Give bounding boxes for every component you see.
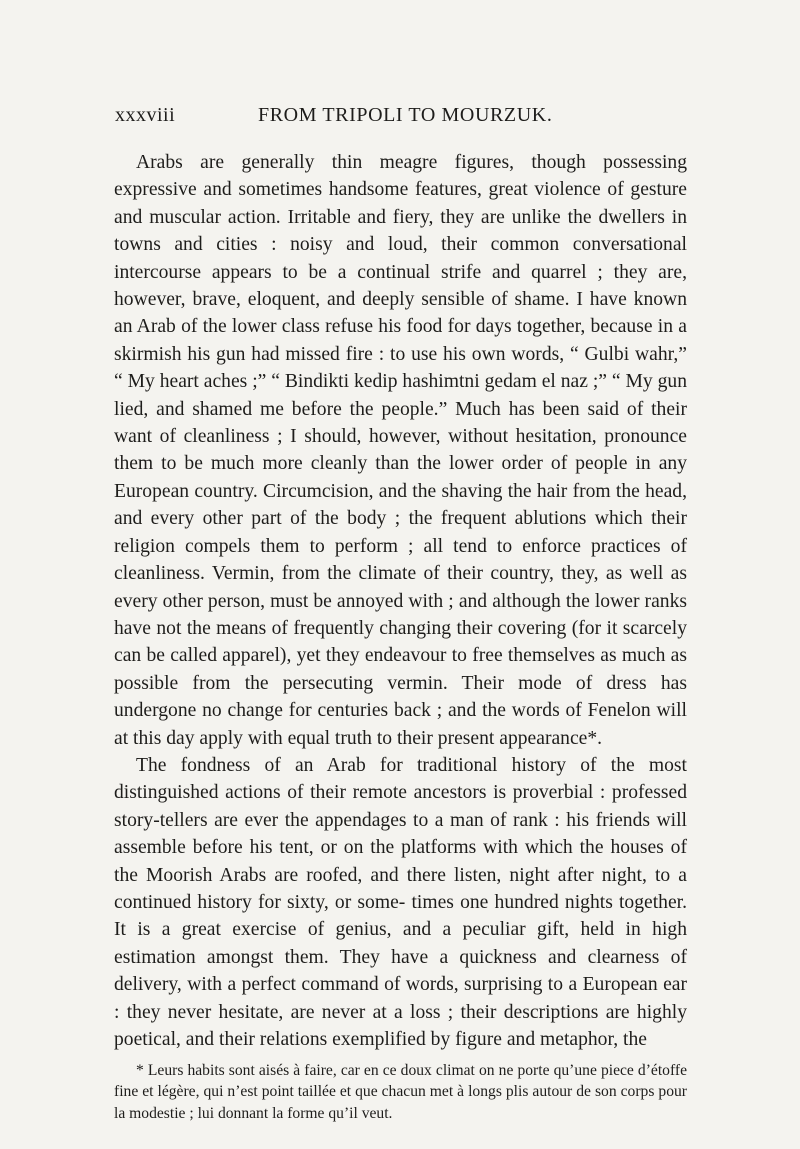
footnote-text: * Leurs habits sont aisés à faire, car en ce doux climat on ne porte qu’une piece d’étoffe fine et légère, qui n’est point taillée et que chacun met à longs plis autour de son corps pour la modestie ; lui donnant la forme qu’il veut. (114, 1062, 687, 1122)
running-title: FROM TRIPOLI TO MOURZUK. (258, 104, 553, 126)
page-number: xxxviii (115, 104, 176, 126)
paragraph-arab-character: Arabs are generally thin meagre figures, though possessing expressive and sometimes handsome features, great violence of gesture and muscular action. Irritable and fiery, they are unlike the dwellers in towns and cities : noisy and loud, their common conversational intercourse appears to be a continual strife and quarrel ; they are, however, brave, eloquent, and deeply sensible of shame. I have known an Arab of the lower class refuse his food for days together, because in a skirmish his gun had missed fire : to use his own words, “ Gulbi wahr,” “ My heart aches ;” “ Bindikti kedip hashimtni gedam el naz ;” “ My gun lied, and shamed me before the people.” Much has been said of their want of cleanliness ; I should, however, without hesitation, pronounce them to be much more cleanly than the lower order of people in any European country. Circumcision, and the shaving the hair from the head, and every other part of the body ; the frequent ablutions which their religion compels them to perform ; all tend to enforce practices of cleanliness. Vermin, from the climate of their country, they, as well as every other person, must be annoyed with ; and although the lower ranks have not the means of frequently changing their covering (for it scarcely can be called apparel), yet they endeavour to free themselves as much as possible from the persecuting vermin. Their mode of dress has undergone no change for centuries back ; and the words of Fenelon will at this day apply with equal truth to their present appearance*. (114, 152, 687, 749)
body-text (114, 149, 687, 1053)
paragraph-story-tellers: The fondness of an Arab for traditional history of the most distinguished actions of their remote ancestors is proverbial : professed story-tellers are ever the appendages to a man of rank : his friends will assemble before his tent, or on the platforms with which the houses of the Moorish Arabs are roofed, and there listen, night after night, to a continued history for sixty, or some- times one hundred nights together. It is a great exercise of genius, and a peculiar gift, held in high estimation amongst them. They have a quickness and clearness of delivery, with a perfect command of words, surprising to a European ear : they never hesitate, are never at a loss ; their descriptions are highly poetical, and their relations exemplified by figure and metaphor, the (114, 754, 687, 1050)
footnote (114, 1060, 687, 1124)
page-header (115, 104, 685, 134)
